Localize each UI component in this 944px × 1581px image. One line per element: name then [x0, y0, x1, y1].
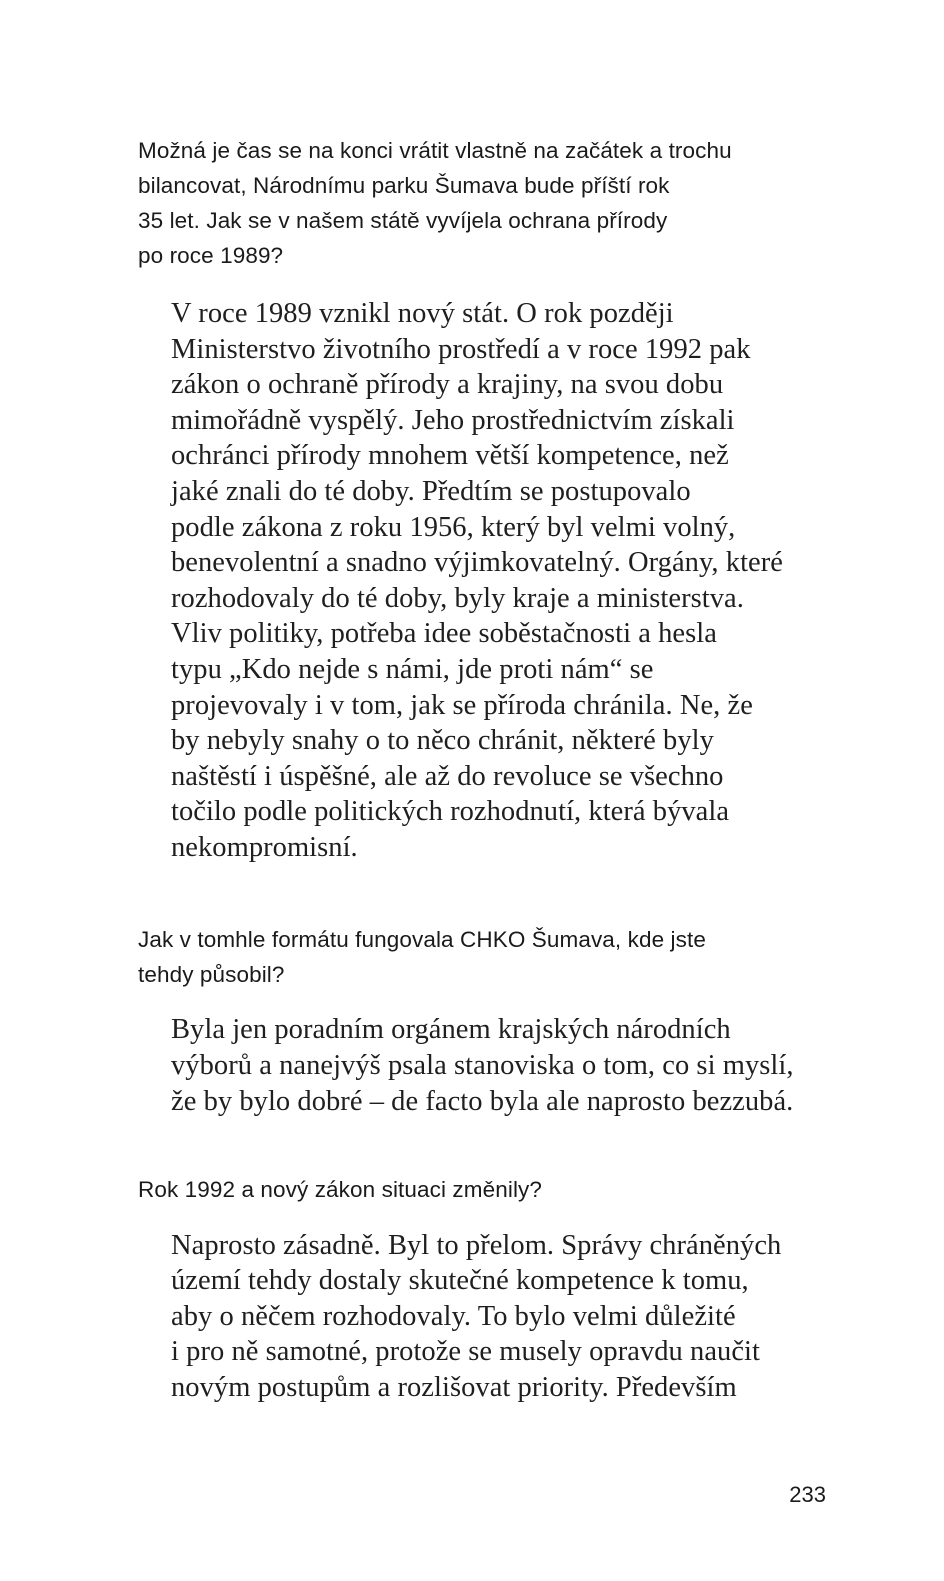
- answer-line: by nebyly snahy o to něco chránit, některé byly: [171, 725, 714, 756]
- answer-line: i pro ně samotné, protože se musely opravdu naučit: [171, 1336, 760, 1367]
- answer-line: novým postupům a rozlišovat priority. Především: [171, 1372, 737, 1403]
- question-line: Rok 1992 a nový zákon situaci změnily?: [138, 1177, 543, 1202]
- answer-line: zákon o ochraně přírody a krajiny, na svou dobu: [171, 369, 724, 400]
- page-number: 233: [789, 1482, 826, 1507]
- answer-line: rozhodovaly do té doby, byly kraje a ministerstva.: [171, 583, 744, 614]
- answer-line: projevovaly i v tom, jak se příroda chránila. Ne, že: [171, 690, 753, 721]
- answer-line: Naprosto zásadně. Byl to přelom. Správy chráněných: [171, 1230, 782, 1261]
- answer-line: podle zákona z roku 1956, který byl velmi volný,: [171, 512, 736, 543]
- answer-line: naštěstí i úspěšné, ale až do revoluce se všechno: [171, 761, 724, 792]
- question-line: 35 let. Jak se v našem státě vyvíjela ochrana přírody: [138, 208, 668, 233]
- question-line: tehdy působil?: [138, 962, 285, 987]
- question-line: bilancovat, Národnímu parku Šumava bude příští rok: [138, 173, 670, 198]
- answer-line: jaké znali do té doby. Předtím se postupovalo: [171, 476, 691, 507]
- answer-line: že by bylo dobré – de facto byla ale naprosto bezzubá.: [171, 1086, 794, 1117]
- question-line: Možná je čas se na konci vrátit vlastně na začátek a trochu: [138, 138, 732, 163]
- answer-line: Ministerstvo životního prostředí a v roce 1992 pak: [171, 334, 751, 365]
- answer-line: území tehdy dostaly skutečné kompetence k tomu,: [171, 1265, 749, 1296]
- question-line: po roce 1989?: [138, 243, 284, 268]
- answer-line: benevolentní a snadno výjimkovatelný. Orgány, které: [171, 547, 783, 578]
- answer-line: typu „Kdo nejde s námi, jde proti nám“ se: [171, 654, 654, 685]
- question-line: Jak v tomhle formátu fungovala CHKO Šumava, kde jste: [138, 927, 706, 952]
- answer-line: ochránci přírody mnohem větší kompetence, než: [171, 440, 729, 471]
- answer-line: aby o něčem rozhodovaly. To bylo velmi důležité: [171, 1301, 736, 1332]
- answer-line: mimořádně vyspělý. Jeho prostřednictvím získali: [171, 405, 735, 436]
- answer-line: točilo podle politických rozhodnutí, která bývala: [171, 796, 730, 827]
- answer-line: Byla jen poradním orgánem krajských národních: [171, 1014, 731, 1045]
- answer-line: výborů a nanejvýš psala stanoviska o tom, co si myslí,: [171, 1050, 794, 1081]
- answer-line: nekompromisní.: [171, 832, 358, 863]
- answer-line: V roce 1989 vznikl nový stát. O rok později: [171, 298, 674, 329]
- answer-line: Vliv politiky, potřeba idee soběstačnosti a hesla: [171, 618, 717, 649]
